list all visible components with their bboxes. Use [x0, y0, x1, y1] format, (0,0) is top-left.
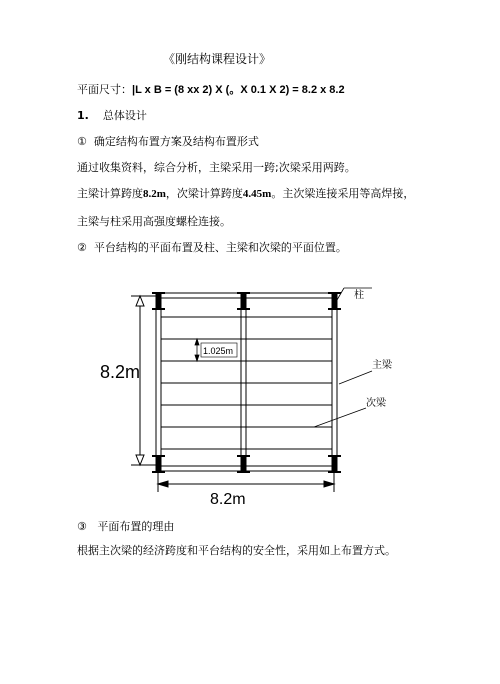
para2-text-a: 主梁计算跨度: [77, 187, 143, 200]
section-title: 总体设计: [102, 109, 147, 122]
column-marker: [152, 292, 165, 310]
item-text: 平台结构的平面布置及柱、主梁和次梁的平面位置。: [93, 241, 347, 254]
item-marker: ①: [77, 135, 87, 148]
para2-text-e: 。主次梁连接采用等高焊接，: [271, 187, 415, 200]
dimension-vertical-label: 8.2m: [100, 362, 141, 382]
column-marker: [328, 455, 341, 473]
dimension-horizontal-label: 8.2m: [210, 491, 246, 508]
item-text: 平面布置的理由: [97, 520, 175, 533]
column-label: 柱: [354, 290, 364, 301]
item-marker: ③: [77, 520, 87, 533]
column-marker: [152, 455, 165, 473]
section-number: 1.: [77, 109, 89, 122]
leader-lines: [314, 288, 372, 427]
horizontal-dimension: [158, 472, 334, 492]
paragraph-1: 通过收集资料，综合分析，主梁采用一跨;次梁采用两跨。: [77, 161, 356, 174]
main-beams: [156, 292, 337, 472]
main-beam-label: 主梁: [372, 360, 392, 371]
plane-size-formula: |L x B = (8 xx 2) X (。X 0.1 X 2) = 8.2 x 8.2: [132, 84, 345, 96]
column-marker: [237, 455, 250, 473]
column-marker: [237, 292, 250, 310]
item-3: [77, 519, 174, 535]
secondary-beam-label: 次梁: [366, 398, 386, 409]
item-text: 确定结构布置方案及结构布置形式: [93, 135, 259, 148]
item-marker: ②: [77, 241, 87, 254]
paragraph-4: 根据主次梁的经济跨度和平台结构的安全性，采用如上布置方式。: [77, 544, 396, 557]
plane-size-label: 平面尺寸：: [77, 83, 132, 96]
dimension-spacing-label: 1.025m: [203, 346, 234, 356]
main-beam-span: 8.2m: [143, 188, 166, 200]
column-marker: [328, 292, 341, 310]
secondary-beam-span: 4.45m: [242, 188, 272, 200]
document-title: 《刚结构课程设计》: [163, 52, 272, 66]
para2-text-c: ，次梁计算跨度: [165, 187, 243, 200]
paragraph-3: 主梁与柱采用高强度螺栓连接。: [77, 215, 231, 228]
